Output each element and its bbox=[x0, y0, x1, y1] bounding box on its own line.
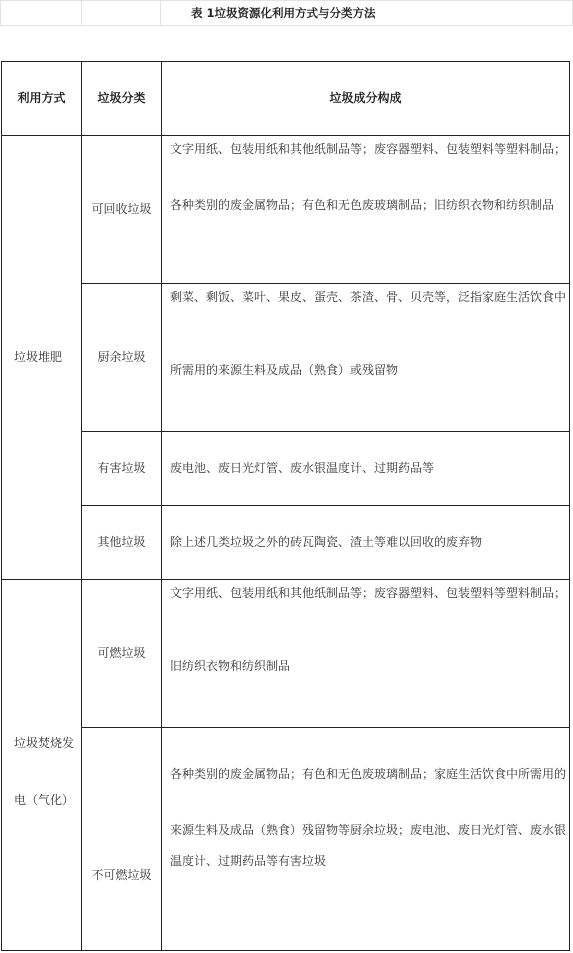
composition-line: 各种类别的废金属物品；有色和无色废玻璃制品；家庭生活饮食中所需用的 bbox=[170, 767, 567, 781]
category-cell: 可回收垃圾 bbox=[82, 136, 162, 284]
category-cell: 有害垃圾 bbox=[82, 432, 162, 506]
composition-line: 剩菜、剩饭、菜叶、果皮、蛋壳、茶渣、骨、贝壳等，泛指家庭生活饮食中 bbox=[170, 290, 567, 304]
header-category: 垃圾分类 bbox=[82, 62, 162, 136]
composition-line: 旧纺织衣物和纺织制品 bbox=[170, 659, 291, 673]
table-caption: 表 1垃圾资源化利用方式与分类方法 bbox=[161, 1, 573, 26]
composition-line: 温度计、过期药品等有害垃圾 bbox=[170, 854, 327, 868]
composition-cell bbox=[162, 506, 570, 580]
composition-line: 文字用纸、包装用纸和其他纸制品等；废容器塑料、包装塑料等塑料制品； bbox=[170, 586, 567, 600]
composition-cell bbox=[162, 580, 570, 728]
category-cell: 可燃垃圾 bbox=[82, 580, 162, 728]
header-method: 利用方式 bbox=[2, 62, 82, 136]
composition-line: 文字用纸、包装用纸和其他纸制品等；废容器塑料、包装塑料等塑料制品； bbox=[170, 142, 567, 156]
composition-cell bbox=[162, 728, 570, 951]
composition-line: 各种类别的废金属物品；有色和无色废玻璃制品；旧纺织衣物和纺织制品 bbox=[170, 198, 555, 212]
table-row bbox=[2, 136, 570, 284]
method-line: 垃圾焚烧发 bbox=[14, 736, 75, 750]
table-row bbox=[2, 284, 570, 432]
method-cell-incineration bbox=[2, 580, 82, 951]
table-row bbox=[2, 432, 570, 506]
category-cell: 其他垃圾 bbox=[82, 506, 162, 580]
table-caption-bar bbox=[0, 0, 573, 26]
composition-line: 废电池、废日光灯管、废水银温度计、过期药品等 bbox=[170, 461, 435, 475]
caption-cell-blank bbox=[82, 1, 161, 26]
header-composition: 垃圾成分构成 bbox=[162, 62, 570, 136]
table-row bbox=[2, 580, 570, 728]
composition-line: 除上述几类垃圾之外的砖瓦陶瓷、渣土等难以回收的废弃物 bbox=[170, 535, 483, 549]
caption-cell-blank bbox=[1, 1, 82, 26]
composition-line: 所需用的来源生料及成品（熟食）或残留物 bbox=[170, 363, 399, 377]
composition-line: 来源生料及成品（熟食）残留物等厨余垃圾；废电池、废日光灯管、废水银 bbox=[170, 823, 567, 837]
table-row bbox=[2, 506, 570, 580]
garbage-classification-table bbox=[1, 61, 570, 951]
method-cell-composting: 垃圾堆肥 bbox=[2, 136, 82, 580]
category-cell: 不可燃垃圾 bbox=[82, 728, 162, 951]
method-line: 电（气化） bbox=[14, 793, 75, 807]
composition-cell bbox=[162, 284, 570, 432]
composition-cell bbox=[162, 136, 570, 284]
header-row bbox=[2, 62, 570, 136]
category-cell: 厨余垃圾 bbox=[82, 284, 162, 432]
table-row bbox=[2, 728, 570, 951]
composition-cell bbox=[162, 432, 570, 506]
